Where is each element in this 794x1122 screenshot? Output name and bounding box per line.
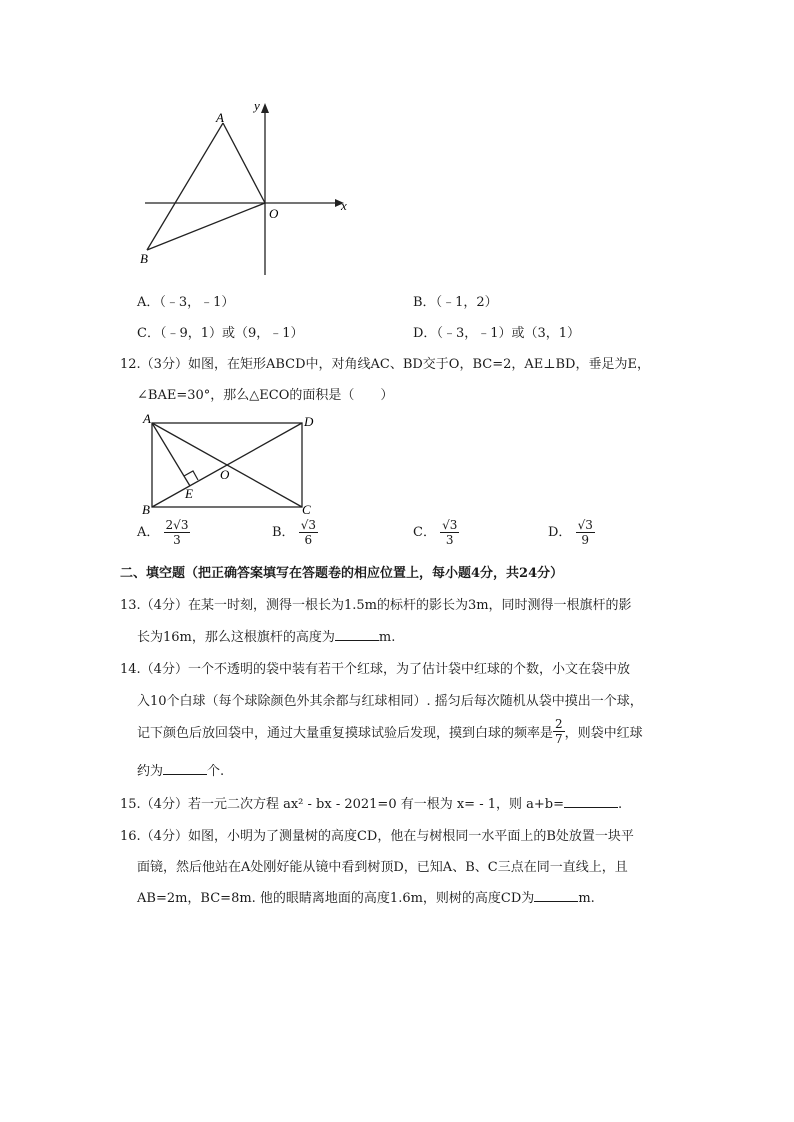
fraction-denominator: 6	[304, 533, 313, 547]
q12-option-d[interactable]	[548, 518, 595, 547]
q11-option-a[interactable]	[137, 291, 234, 310]
q13-line2	[137, 626, 395, 645]
q12-line1: 12.（3分）如图，在矩形ABCD中，对角线AC、BD交于O，BC=2，AE⊥BD，垂足为E，	[120, 357, 650, 372]
q15-line	[120, 793, 622, 812]
q14-line3	[137, 717, 643, 746]
label-b: B	[142, 502, 150, 515]
q14-text: 记下颜色后放回袋中，通过大量重复摸球试验后发现，摸到白球的频率是	[137, 726, 554, 741]
option-text: （﹣1，2）	[435, 295, 498, 310]
q15-text: 15.（4分）若一元二次方程 ax² - bx - 2021=0 有一根为 x= - 1，则 a+b=	[120, 797, 564, 812]
option-letter: C．	[413, 525, 436, 540]
segment-ab	[147, 123, 223, 250]
q14-line4	[137, 760, 224, 779]
q12-option-b[interactable]	[272, 518, 318, 547]
label-d: D	[304, 414, 314, 429]
answer-blank[interactable]	[564, 795, 618, 808]
fraction-numerator: √3	[442, 518, 458, 532]
fraction-denominator: 9	[581, 533, 590, 547]
q16-line3	[137, 887, 595, 906]
q16-line2: 面镜，然后他站在A处刚好能从镜中看到树顶D，已知A、B、C三点在同一直线上，且	[137, 860, 628, 875]
fraction-numerator: 2√3	[165, 518, 189, 532]
q11-option-c[interactable]	[137, 322, 304, 341]
segment-ao	[223, 123, 265, 203]
label-b: B	[140, 251, 148, 266]
q14-text-end: ，则袋中红球	[564, 726, 643, 741]
q12-line2: ∠BAE=30°，那么△ECO的面积是（ ）	[137, 388, 394, 403]
fraction-numerator: √3	[577, 518, 593, 532]
q16-unit: m.	[578, 891, 595, 906]
fraction	[576, 518, 595, 547]
segment-ae	[152, 423, 190, 486]
option-letter: A．	[137, 295, 160, 310]
fraction-denominator: 3	[445, 533, 454, 547]
label-y: y	[254, 98, 260, 113]
label-e: E	[185, 486, 193, 501]
label-c: C	[302, 502, 311, 515]
section-heading: 二、填空题（把正确答案填写在答题卷的相应位置上，每小题4分，共24分）	[120, 566, 564, 581]
q12-option-c[interactable]	[413, 518, 459, 547]
option-letter: D．	[548, 525, 572, 540]
fraction-two-sevenths	[553, 717, 565, 746]
q14-text: 约为	[137, 764, 164, 779]
q11-option-d[interactable]	[413, 322, 580, 341]
q16-line1: 16.（4分）如图，小明为了测量树的高度CD，他在与树根同一水平面上的B处放置一块平	[120, 829, 634, 844]
fraction	[164, 518, 191, 547]
fraction	[440, 518, 459, 547]
fraction-denominator: 7	[555, 732, 563, 746]
fraction-numerator: √3	[300, 518, 316, 532]
q14-unit: 个.	[207, 764, 225, 779]
option-letter: B．	[272, 525, 295, 540]
label-a: A	[143, 411, 151, 426]
q12-option-a[interactable]	[137, 518, 190, 547]
q13-text: 长为16m，那么这根旗杆的高度为	[137, 630, 335, 645]
q13-line1: 13.（4分）在某一时刻，测得一根长为1.5m的标杆的影长为3m，同时测得一根旗杆的影	[120, 598, 632, 613]
q15-end: .	[618, 797, 623, 812]
label-a: A	[216, 110, 224, 125]
option-letter: C．	[137, 326, 160, 341]
label-o: O	[220, 467, 230, 482]
label-x: x	[341, 198, 347, 213]
option-letter: D．	[413, 326, 437, 341]
option-text: （﹣3，﹣1）或（3，1）	[436, 326, 581, 341]
option-text: （﹣9，1）或（9，﹣1）	[159, 326, 304, 341]
fraction	[299, 518, 318, 547]
q13-unit: m.	[378, 630, 396, 645]
y-axis-arrow	[261, 103, 269, 113]
figure-rectangle-abcd	[138, 410, 328, 515]
answer-blank[interactable]	[335, 628, 379, 641]
q14-line1: 14.（4分）一个不透明的袋中装有若干个红球，为了估计袋中红球的个数，小文在袋中放	[120, 662, 630, 677]
q16-text: AB=2m，BC=8m. 他的眼睛离地面的高度1.6m，则树的高度CD为	[137, 891, 535, 906]
answer-blank[interactable]	[163, 762, 207, 775]
option-text: （﹣3，﹣1）	[159, 295, 235, 310]
option-letter: A．	[137, 525, 160, 540]
fraction-numerator: 2	[555, 717, 563, 731]
figure-coordinate-triangle	[130, 95, 360, 280]
segment-bo	[147, 203, 265, 250]
fraction-denominator: 3	[173, 533, 181, 547]
label-o: O	[269, 206, 279, 221]
q14-line2: 入10个白球（每个球除颜色外其余都与红球相同）. 摇匀后每次随机从袋中摸出一个球，	[137, 694, 643, 709]
q11-option-b[interactable]	[413, 291, 498, 310]
answer-blank[interactable]	[534, 889, 578, 902]
option-letter: B．	[413, 295, 436, 310]
